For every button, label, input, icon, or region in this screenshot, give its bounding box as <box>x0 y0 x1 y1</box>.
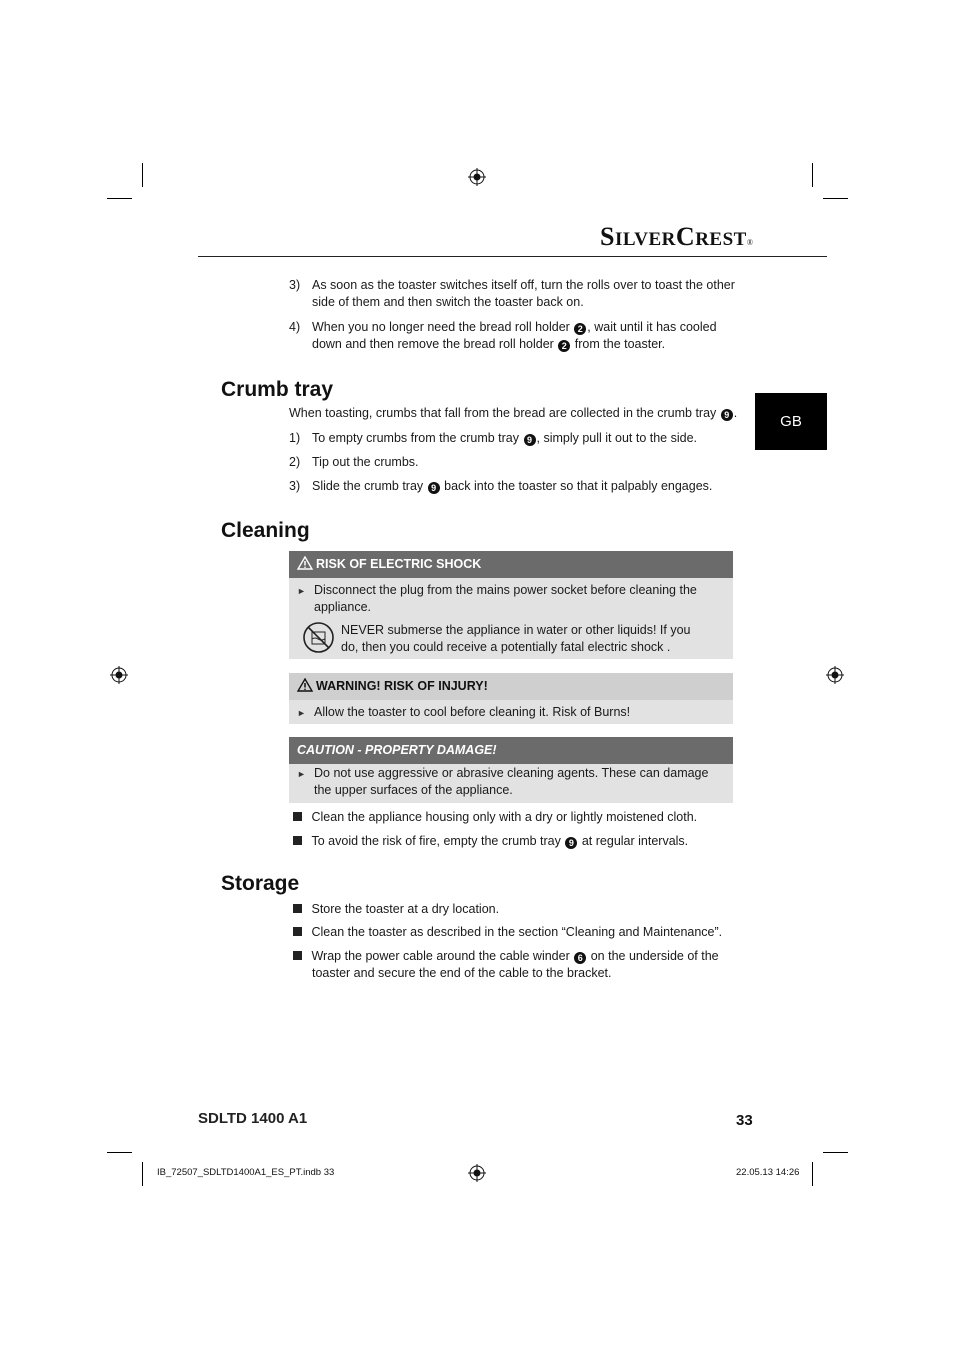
arrow-icon: ► <box>297 708 306 718</box>
reference-number: 2 <box>574 323 586 335</box>
warning-body <box>289 578 733 659</box>
paragraph: When toasting, crumbs that fall from the bread are collected in the crumb tray 9 . <box>289 406 738 420</box>
warning-header: WARNING! RISK OF INJURY! <box>289 673 733 700</box>
crop-mark <box>142 163 143 187</box>
bullet-square-icon <box>293 904 302 913</box>
brand-logo: SILVERCREST® <box>600 222 754 251</box>
caution-item: ► Do not use aggressive or abrasive cleaning agents. These can damage the upper surfaces of the appliance. <box>297 766 709 797</box>
reference-number: 6 <box>574 952 586 964</box>
caution-header: CAUTION - PROPERTY DAMAGE! <box>289 737 733 764</box>
header-rule <box>198 256 827 257</box>
list-item: Clean the appliance housing only with a dry or lightly moistened cloth. <box>293 809 697 826</box>
step-item: 4) When you no longer need the bread roll holder 2 , wait until it has cooled down and then remove the bread roll holder 2 from the toaster. <box>289 320 717 351</box>
registration-mark-icon <box>468 168 486 186</box>
list-item: Wrap the power cable around the cable winder 6 on the underside of the toaster and secure the end of the cable to the bracket. <box>293 948 719 982</box>
list-item: Store the toaster at a dry location. <box>293 901 499 918</box>
list-item: Clean the toaster as described in the section “Cleaning and Maintenance”. <box>293 924 722 941</box>
file-slug: IB_72507_SDLTD1400A1_ES_PT.indb 33 <box>157 1167 335 1178</box>
page-number: 33 <box>736 1112 753 1129</box>
no-water-immersion-icon <box>302 621 335 654</box>
warning-triangle-icon <box>297 678 313 692</box>
step-item: 2) Tip out the crumbs. <box>289 455 419 469</box>
step-item: 3) Slide the crumb tray 9 back into the toaster so that it palpably engages. <box>289 479 713 493</box>
bullet-square-icon <box>293 812 302 821</box>
bullet-square-icon <box>293 927 302 936</box>
crop-mark <box>812 1162 813 1186</box>
warning-note: NEVER submerse the appliance in water or other liquids! If you do, then you could receive a potentially fatal electric shock . <box>341 623 691 654</box>
crop-mark <box>107 198 132 199</box>
bullet-square-icon <box>293 951 302 960</box>
arrow-icon: ► <box>297 586 306 596</box>
reference-number: 2 <box>558 340 570 352</box>
crop-mark <box>142 1162 143 1186</box>
list-item: To avoid the risk of fire, empty the crumb tray 9 at regular intervals. <box>293 833 688 850</box>
registration-mark-icon <box>826 666 844 684</box>
warning-triangle-icon <box>297 556 313 570</box>
bullet-square-icon <box>293 836 302 845</box>
reference-number: 9 <box>565 837 577 849</box>
registration-mark-icon <box>468 1164 486 1182</box>
step-item: 3) As soon as the toaster switches itself off, turn the rolls over to toast the other side of them and then switch the toaster back on. <box>289 278 735 309</box>
section-heading: Crumb tray <box>221 378 334 401</box>
section-heading: Cleaning <box>221 519 310 542</box>
step-item: 1) To empty crumbs from the crumb tray 9 , simply pull it out to the side. <box>289 431 697 445</box>
warning-item: ► Allow the toaster to cool before cleaning it. Risk of Burns! <box>297 704 630 721</box>
language-tab: GB <box>755 393 827 450</box>
arrow-icon: ► <box>297 769 306 779</box>
warning-item: ► Disconnect the plug from the mains power socket before cleaning the appliance. <box>297 583 697 614</box>
caution-body <box>289 764 733 803</box>
reference-number: 9 <box>428 482 440 494</box>
section-heading: Storage <box>221 872 300 895</box>
warning-header: RISK OF ELECTRIC SHOCK <box>289 551 733 578</box>
reference-number: 9 <box>524 434 536 446</box>
warning-body <box>289 700 733 724</box>
crop-mark <box>812 163 813 187</box>
reference-number: 9 <box>721 409 733 421</box>
crop-mark <box>107 1152 132 1153</box>
crop-mark <box>823 1152 848 1153</box>
model-number: SDLTD 1400 A1 <box>198 1110 308 1127</box>
date-slug: 22.05.13 14:26 <box>736 1167 800 1178</box>
crop-mark <box>823 198 848 199</box>
registration-mark-icon <box>110 666 128 684</box>
